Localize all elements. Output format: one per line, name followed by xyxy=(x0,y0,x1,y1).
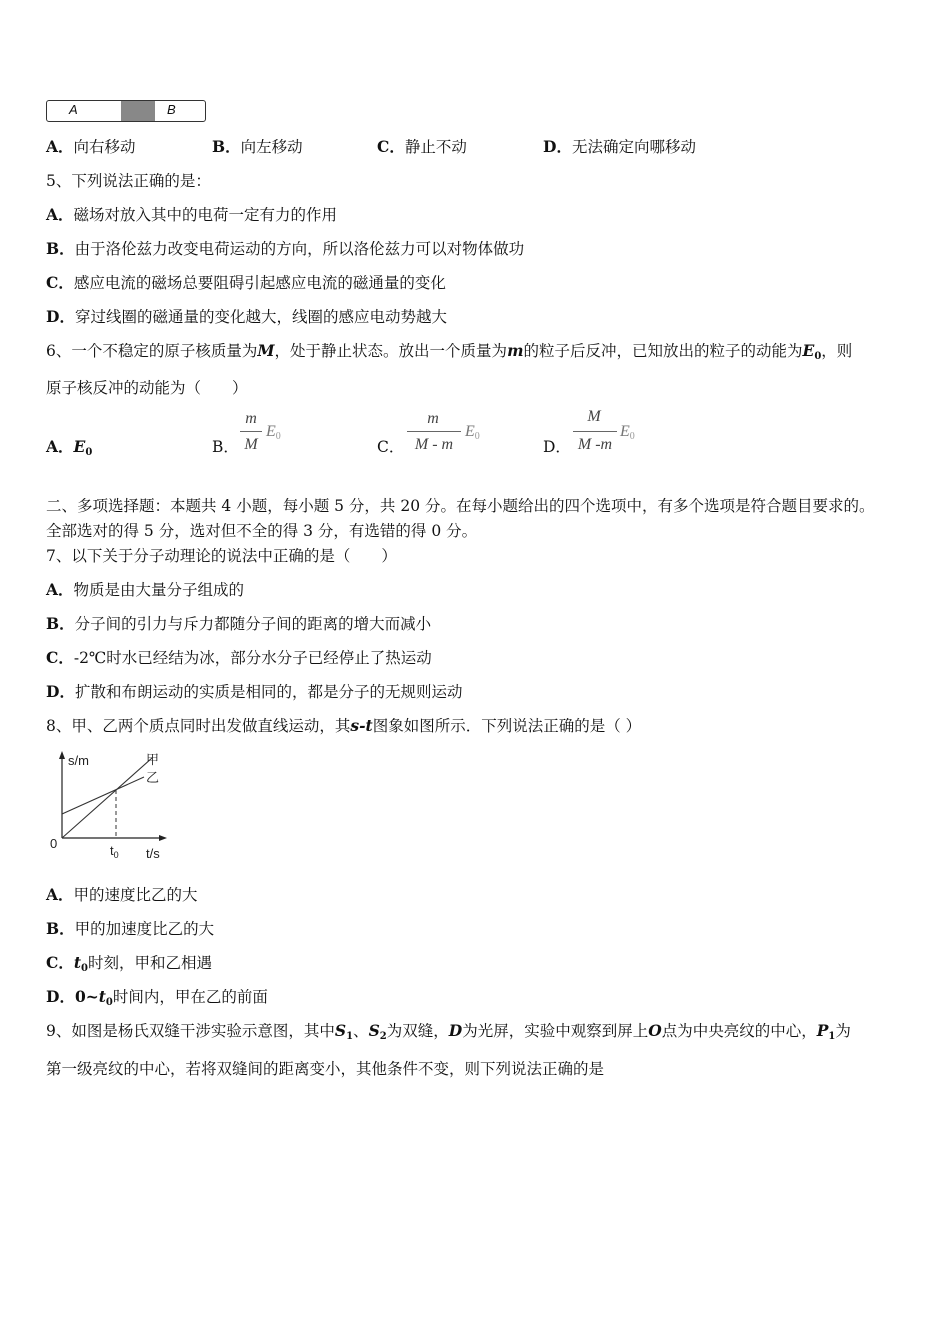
q4-option-b: B．向左移动 xyxy=(212,137,303,156)
q6-stem: 6、一个不稳定的原子核质量为M，处于静止状态。放出一个质量为m的粒子后反冲，已知放出的粒子的动能为$E_0$，则 xyxy=(46,341,853,362)
q6-option-a: A．$E_0$ xyxy=(46,437,93,458)
q4-option-c: C．静止不动 xyxy=(377,137,467,156)
ab-figure-label-b: B xyxy=(167,102,176,117)
ab-figure xyxy=(46,100,206,122)
line-yi xyxy=(62,777,144,814)
q4-option-a: A．向右移动 xyxy=(46,137,136,156)
t0-tick-label: $t_0$ xyxy=(110,843,119,860)
line-yi-label: 乙 xyxy=(146,771,160,786)
x-axis-arrow xyxy=(159,835,167,841)
q7-option-d: D．扩散和布朗运动的实质是相同的，都是分子的无规则运动 xyxy=(46,682,463,701)
q8-option-a: A．甲的速度比乙的大 xyxy=(46,885,198,904)
q6-option-c-fraction: m M - m $E_0$ xyxy=(405,410,495,460)
line-jia xyxy=(62,758,152,838)
q6-option-d-label: D． xyxy=(543,438,571,456)
q6-stem-line2: 原子核反冲的动能为（ ） xyxy=(46,379,248,397)
line-jia-label: 甲 xyxy=(146,753,160,768)
q8-st-graph xyxy=(46,748,176,864)
q5-option-b: B．由于洛伦兹力改变电荷运动的方向，所以洛伦兹力可以对物体做功 xyxy=(46,239,525,258)
q5-option-c: C．感应电流的磁场总要阻碍引起感应电流的磁通量的变化 xyxy=(46,273,446,292)
q8-option-d: D．$0\sim t_0$时间内，甲在乙的前面 xyxy=(46,987,268,1008)
q7-stem: 7、以下关于分子动理论的说法中正确的是（ ） xyxy=(46,547,397,565)
ab-figure-label-a: A xyxy=(69,102,78,117)
q5-option-d: D．穿过线圈的磁通量的变化越大，线圈的感应电动势越大 xyxy=(46,307,447,326)
q9-stem-line2: 第一级亮纹的中心，若将双缝间的距离变小，其他条件不变，则下列说法正确的是 xyxy=(46,1060,605,1078)
q5-option-a: A．磁场对放入其中的电荷一定有力的作用 xyxy=(46,205,338,224)
q4-option-d: D．无法确定向哪移动 xyxy=(543,137,696,156)
q9-stem: 9、如图是杨氏双缝干涉实验示意图，其中$S_1$、$S_2$为双缝，D为光屏，实验中观察到屏上O点为中央亮纹的中心，$P_1$为 xyxy=(46,1021,851,1042)
section2-heading-line1: 二、多项选择题：本题共 4 小题，每小题 5 分，共 20 分。在每小题给出的四个选项中，有多个选项是符合题目要求的。 xyxy=(46,497,875,515)
ab-figure-shaded-block xyxy=(121,101,155,121)
q8-stem: 8、甲、乙两个质点同时出发做直线运动，其s-t图象如图所示．下列说法正确的是（ ） xyxy=(46,716,642,735)
q6-option-b-label: B． xyxy=(212,438,239,456)
q7-option-c: C．-2℃时水已经结为冰，部分水分子已经停止了热运动 xyxy=(46,648,432,667)
q6-option-c-label: C． xyxy=(377,438,405,456)
q6-option-d-fraction: M M -m $E_0$ xyxy=(571,408,661,460)
section2-heading-line2: 全部选对的得 5 分，选对但不全的得 3 分，有选错的得 0 分。 xyxy=(46,522,478,540)
q7-option-a: A．物质是由大量分子组成的 xyxy=(46,580,245,599)
y-axis-label: s/m xyxy=(68,753,89,768)
origin-label: 0 xyxy=(50,836,58,851)
q7-option-b: B．分子间的引力与斥力都随分子间的距离的增大而减小 xyxy=(46,614,432,633)
q8-option-c: C．$t_0$时刻，甲和乙相遇 xyxy=(46,953,212,974)
q5-stem: 5、下列说法正确的是： xyxy=(46,172,211,190)
y-axis-arrow xyxy=(59,751,65,759)
q6-option-b-fraction: m M $E_0$ xyxy=(238,410,298,460)
x-axis-label: t/s xyxy=(146,846,160,861)
q8-option-b: B．甲的加速度比乙的大 xyxy=(46,919,215,938)
